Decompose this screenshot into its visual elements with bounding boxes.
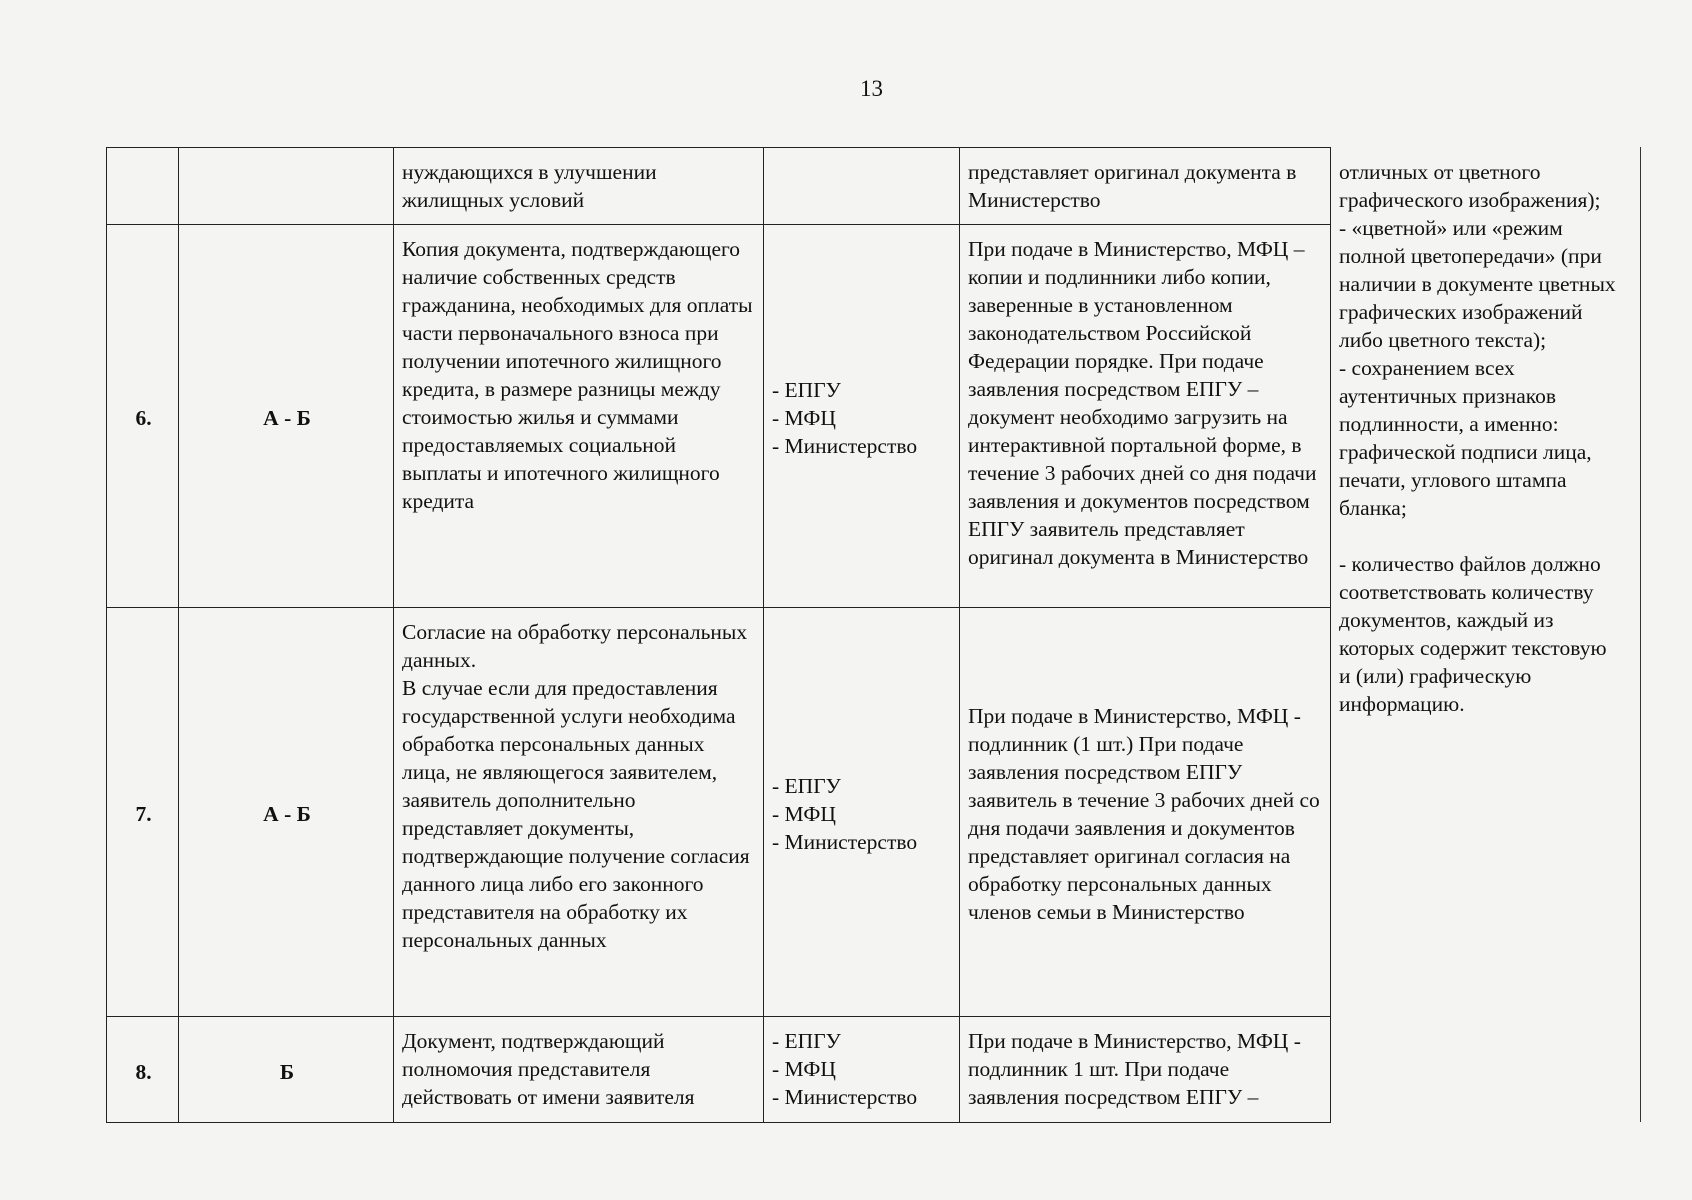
document-name: Копия документа, подтверждающего наличие собственных средств гражданина, необходимых для оплаты части первоначального взноса при получении ипотечного жилищного кредита, в размере разницы между стоимостью жилья и суммами предоставляемых социальной выплаты и ипотечного жилищного кредита [394, 225, 764, 608]
table-row [107, 148, 1629, 225]
applicant-type: Б [179, 1017, 394, 1123]
applicant-type [179, 148, 394, 225]
submission-channels: - ЕПГУ - МФЦ - Министерство [764, 1017, 960, 1123]
row-number: 8. [107, 1017, 179, 1123]
document-name: нуждающихся в улучшении жилищных условий [394, 148, 764, 225]
submission-channels: - ЕПГУ - МФЦ - Министерство [764, 608, 960, 1017]
applicant-type: А - Б [179, 608, 394, 1017]
submission-instructions: При подаче в Министерство, МФЦ – копии и подлинники либо копии, заверенные в установленном законодательством Российской Федерации порядке. При подаче заявления посредством ЕПГУ – документ необходимо загрузить на интерактивной портальной форме, в течение 3 рабочих дней со дня подачи заявления и документов посредством ЕПГУ заявитель представляет оригинал документа в Министерство [960, 225, 1331, 608]
submission-channels [764, 148, 960, 225]
row-number [107, 148, 179, 225]
submission-instructions: представляет оригинал документа в Министерство [960, 148, 1331, 225]
submission-instructions: При подаче в Министерство, МФЦ - подлинник 1 шт. При подаче заявления посредством ЕПГУ – [960, 1017, 1331, 1123]
row-number: 6. [107, 225, 179, 608]
documents-table [106, 147, 1629, 1123]
applicant-type: А - Б [179, 225, 394, 608]
submission-channels: - ЕПГУ - МФЦ - Министерство [764, 225, 960, 608]
page-number: 13 [860, 76, 883, 101]
document-name: Документ, подтверждающий полномочия представителя действовать от имени заявителя [394, 1017, 764, 1123]
submission-instructions: При подаче в Министерство, МФЦ - подлинник (1 шт.) При подаче заявления посредством ЕПГУ заявитель в течение 3 рабочих дней со дня подачи заявления и документов представляет оригинал согласия на обработку персональных данных членов семьи в Министерство [960, 608, 1331, 1017]
row-number: 7. [107, 608, 179, 1017]
file-requirements: отличных от цветного графического изображения); - «цветной» или «режим полной цветопередачи» (при наличии в документе цветных графических изображений либо цветного текста); - сохранением всех аутентичных признаков подлинности, а именно: графической подписи лица, печати, углового штампа бланка; - количество файлов должно соответствовать количеству документов, каждый из которых содержит текстовую и (или) графическую информацию. [1331, 148, 1629, 1123]
right-margin-rule [1640, 147, 1641, 1122]
document-name: Согласие на обработку персональных данных. В случае если для предоставления государственной услуги необходима обработка персональных данных лица, не являющегося заявителем, заявитель дополнительно представляет документы, подтверждающие получение согласия данного лица либо его законного представителя на обработку их персональных данных [394, 608, 764, 1017]
